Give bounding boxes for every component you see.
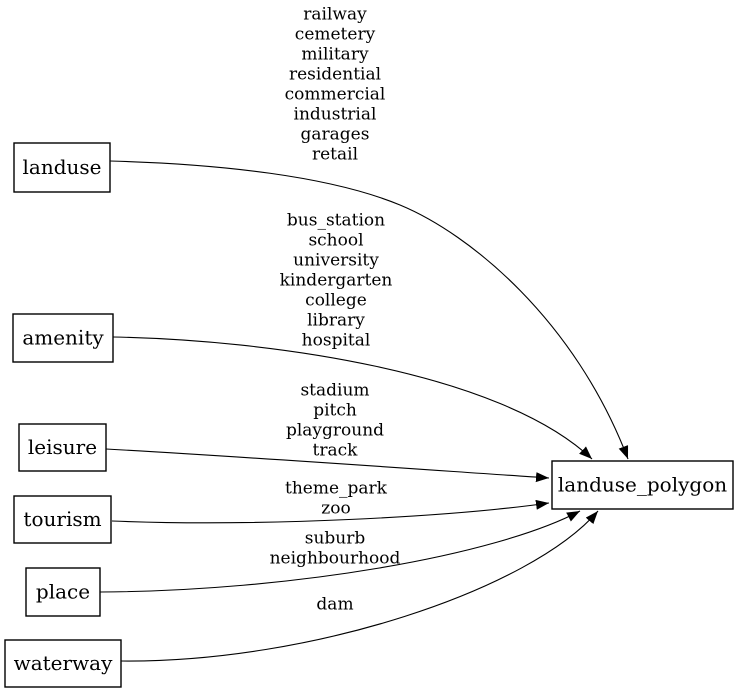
edge-line-landuse [110, 161, 628, 459]
edge-label-line: retail [311, 144, 359, 165]
edge-label-line: garages [300, 124, 370, 145]
edge-label-line: suburb [304, 528, 366, 549]
edge-label-line: residential [288, 64, 382, 85]
node-label-place: place [35, 579, 91, 604]
edge-label-line: university [293, 250, 379, 271]
node-label-leisure: leisure [27, 435, 98, 459]
edge-label-line: military [301, 44, 369, 65]
edge-label-line: playground [285, 420, 385, 441]
edge-leisure-to-landuse_polygon [106, 381, 549, 479]
edge-label-line: bus_station [286, 210, 386, 231]
edge-label-line: dam [316, 594, 354, 615]
edge-label-line: college [305, 290, 367, 311]
edge-label-line: hospital [301, 330, 371, 351]
edge-labels-landuse [285, 5, 386, 165]
edge-labels-leisure [286, 381, 384, 461]
node-amenity [13, 314, 113, 362]
edge-label-line: track [312, 440, 358, 461]
node-label-landuse: landuse [22, 155, 102, 179]
edge-label-line: railway [303, 4, 367, 25]
node-waterway [5, 640, 121, 687]
node-label-tourism: tourism [23, 507, 102, 531]
edge-label-line: library [307, 310, 365, 331]
edge-labels-place [270, 529, 401, 569]
edge-label-line: pitch [313, 400, 357, 421]
node-label-landuse_polygon: landuse_polygon [557, 472, 728, 497]
edge-label-line: theme_park [285, 478, 387, 499]
edge-label-line: neighbourhood [269, 548, 401, 569]
edge-label-line: industrial [293, 104, 377, 125]
node-label-amenity: amenity [22, 325, 104, 350]
edge-label-line: commercial [284, 84, 386, 105]
node-landuse_polygon [552, 461, 733, 509]
node-place [26, 568, 100, 616]
edge-labels-tourism [285, 479, 388, 519]
node-landuse [14, 143, 110, 192]
edge-labels-amenity [280, 211, 393, 351]
node-leisure [19, 424, 106, 471]
edge-labels-waterway [316, 595, 353, 615]
edge-label-line: zoo [321, 498, 351, 519]
edge-tourism-to-landuse_polygon [112, 479, 549, 523]
edge-label-line: cemetery [294, 24, 376, 45]
edge-label-line: school [308, 230, 364, 251]
edge-label-line: kindergarten [279, 270, 393, 291]
edge-label-line: stadium [300, 380, 370, 401]
node-label-waterway: waterway [13, 651, 113, 675]
node-tourism [14, 496, 111, 543]
